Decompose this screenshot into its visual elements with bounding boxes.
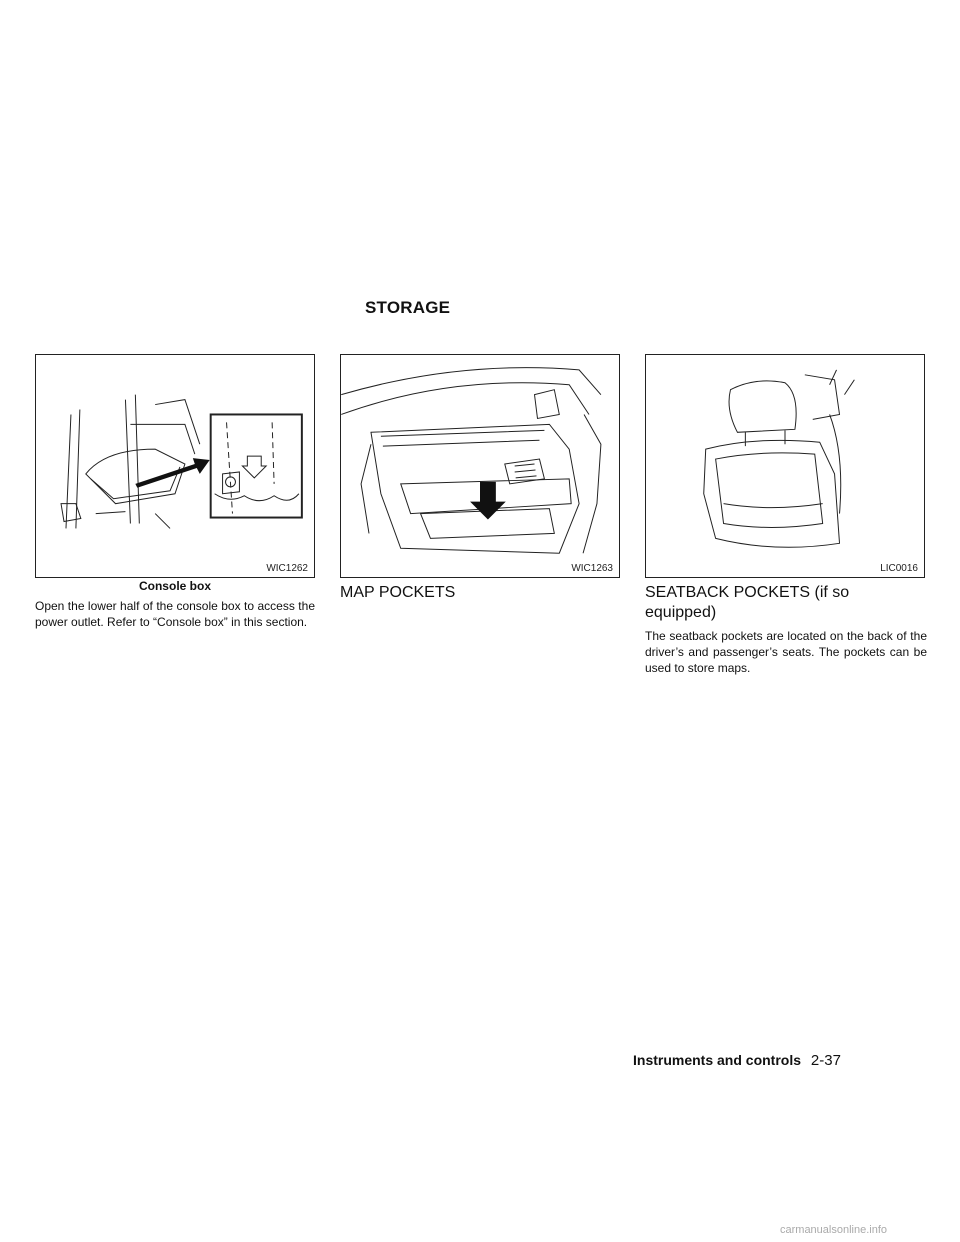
figure-code: LIC0016 bbox=[880, 563, 918, 574]
watermark: carmanualsonline.info bbox=[780, 1224, 888, 1236]
section-title: STORAGE bbox=[365, 298, 451, 317]
page-footer bbox=[633, 1052, 927, 1069]
footer-section: Instruments and controls bbox=[633, 1052, 802, 1068]
figure-console-box bbox=[35, 354, 315, 578]
console-box-text: Open the lower half of the console box to access the power outlet. Refer to “Console box” in this section. bbox=[35, 599, 315, 629]
figure-seatback-pockets bbox=[645, 354, 925, 578]
door-panel-illustration bbox=[341, 355, 619, 577]
map-pockets-heading: MAP POCKETS bbox=[340, 584, 456, 601]
seatback-illustration bbox=[646, 355, 924, 577]
console-box-illustration bbox=[36, 355, 314, 577]
page-number: 2-37 bbox=[810, 1052, 841, 1069]
figure-map-pockets bbox=[340, 354, 620, 578]
figure-caption: Console box bbox=[138, 579, 211, 593]
seatback-pockets-heading: SEATBACK POCKETS (if so equipped) bbox=[645, 584, 850, 621]
seatback-pockets-text: The seatback pockets are located on the back of the driver’s and passenger’s seats. The pockets can be used to store maps. bbox=[645, 629, 927, 675]
figure-code: WIC1263 bbox=[571, 563, 613, 574]
figure-code: WIC1262 bbox=[266, 563, 308, 574]
